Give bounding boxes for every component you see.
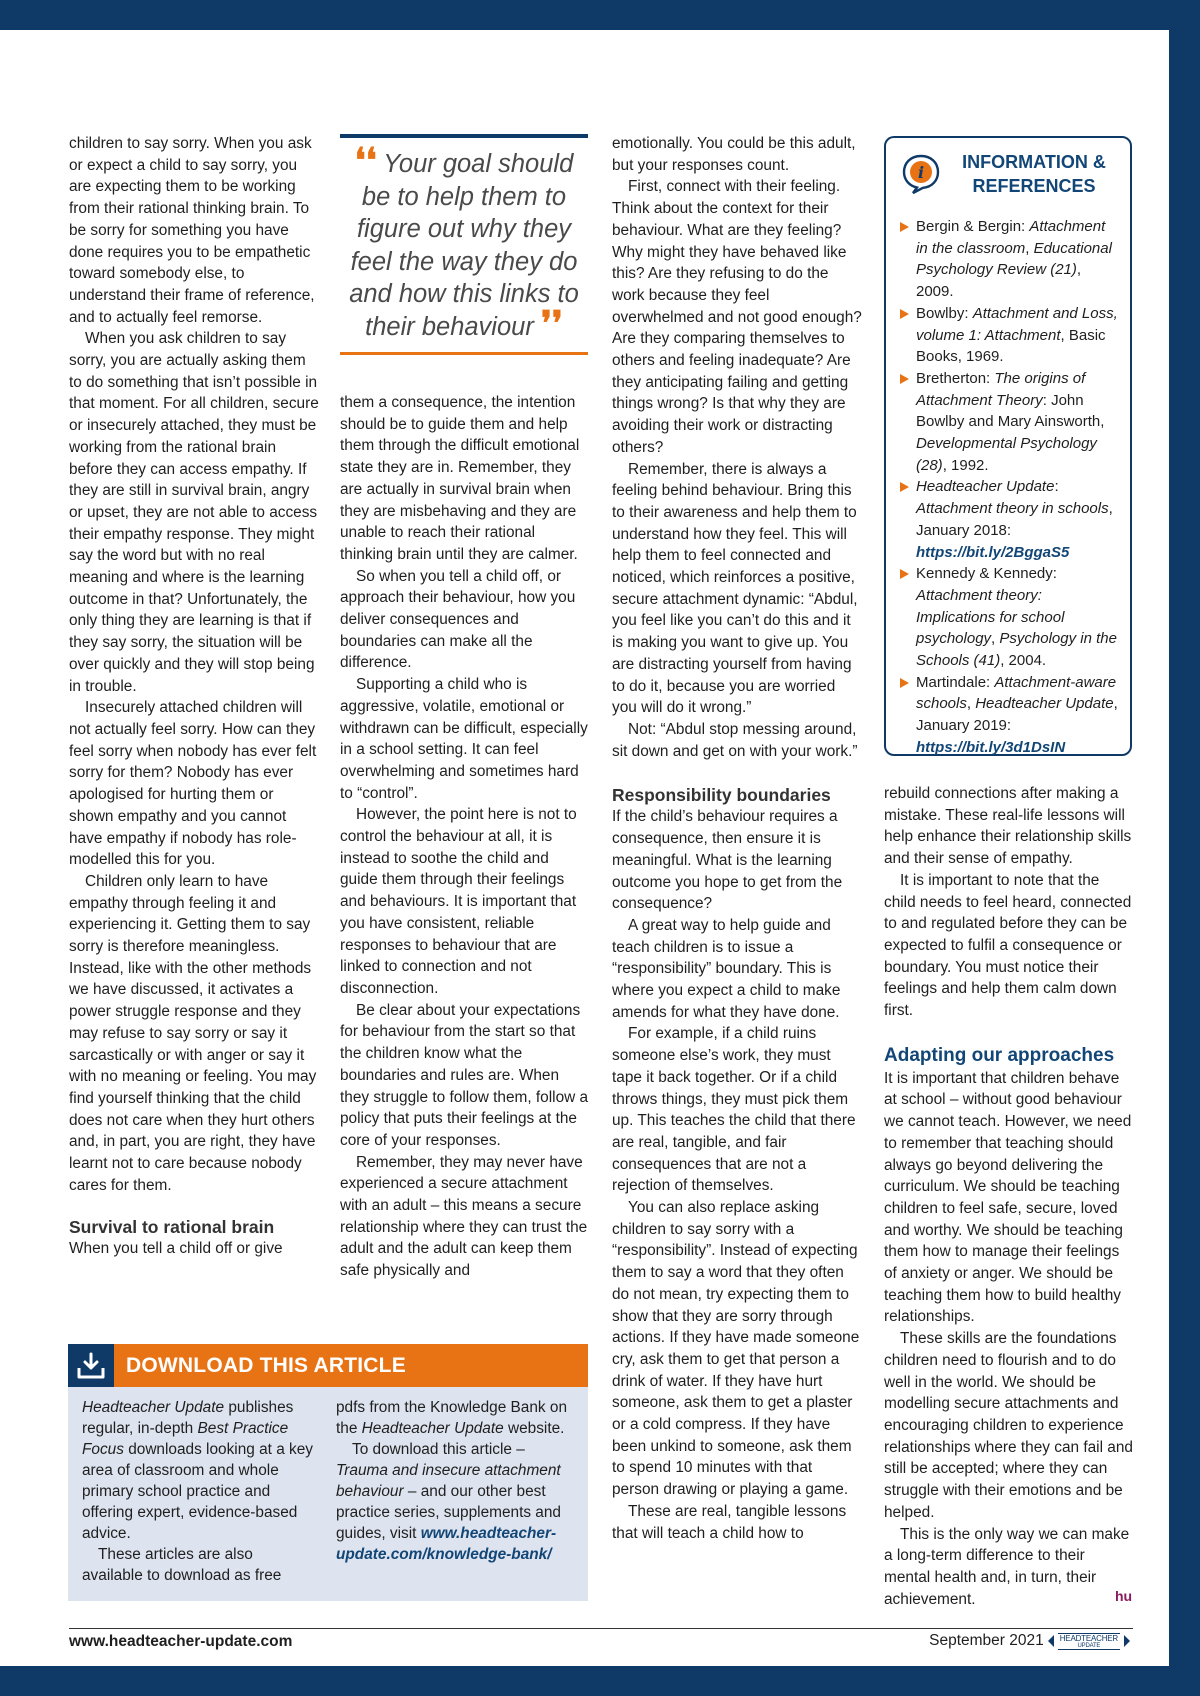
- download-article-header[interactable]: [68, 1344, 588, 1387]
- article-column-2: [340, 392, 590, 1282]
- paragraph: Children only learn to have empathy through feeling it and experiencing it. Getting them to say sorry is therefore meaningless. Instead, like with the other methods we have discussed, it activates a power struggle response and they may refuse to say sorry or say it sarcastically or with anger or say it with no meaning or feeling. You may find yourself thinking that the child does not care when they hurt others and, in part, you are right, they have learnt not to care because nobody cares for them.: [69, 872, 317, 1194]
- reference-item: [900, 303, 1118, 368]
- section-heading: Survival to rational brain: [69, 1217, 275, 1238]
- triangle-left-icon: [1048, 1635, 1054, 1647]
- end-mark: hu: [1115, 1588, 1133, 1604]
- ref-text: ,: [991, 630, 1000, 648]
- paragraph: These articles are also available to download as free: [82, 1546, 282, 1584]
- paragraph: Supporting a child who is aggressive, volatile, emotional or withdrawn can be difficult, especially in a school setting. It can feel overwhelming and sometimes hard to “control”.: [340, 676, 588, 802]
- text: downloads looking at a key area of classroom and whole primary school practice and offering expert, evidence-based advice.: [82, 1441, 314, 1542]
- paragraph: [336, 1397, 568, 1439]
- right-frame-bar: [1169, 0, 1200, 1696]
- paragraph: Be clear about your expectations for behaviour from the start so that the children know what the boundaries and rules are. When they struggle to follow them, follow a policy that puts their feelings at the core of your responses.: [340, 1001, 589, 1149]
- ref-title: The origins of Attachment Theory: [916, 369, 1086, 409]
- footer-date-logo: [929, 1632, 1130, 1650]
- triangle-right-icon: [1124, 1635, 1130, 1647]
- ref-author: Martindale:: [916, 673, 995, 691]
- download-title: DOWNLOAD THIS ARTICLE: [126, 1353, 406, 1377]
- ref-journal: Psychology in the Schools (41): [916, 630, 1117, 670]
- ref-text: ,: [966, 695, 976, 713]
- info-icon: [900, 153, 942, 195]
- download-icon: [76, 1352, 106, 1380]
- bottom-frame-bar: [0, 1666, 1200, 1696]
- ref-link[interactable]: https://bit.ly/3d1DsIN: [916, 738, 1066, 756]
- section-heading: Adapting our approaches: [884, 1044, 1115, 1066]
- text: pdfs from the Knowledge Bank on the: [336, 1399, 568, 1437]
- text: publishes regular, in-depth: [82, 1399, 294, 1437]
- ref-year: , January 2019:: [916, 695, 1118, 735]
- article-column-4: [884, 783, 1134, 1610]
- paragraph: You can also replace asking children to say sorry with a “responsibility”. Instead of expecting them to say a word that they often do not mean, try expecting them to show that they are sorry through actions. If they have made someone cry, ask them to get that person a drink of water. If they have hurt someone, ask them to get a plaster or a cold compress. If they have been unkind to someone, ask them to spend 10 minutes with that person drawing or playing a game.: [612, 1199, 860, 1499]
- footer-date: September 2021: [929, 1632, 1044, 1649]
- open-quote-mark: ❛❛: [354, 141, 377, 181]
- close-quote-mark: ❜❜: [540, 303, 563, 344]
- paragraph: them a consequence, the intention should be to guide them and help them through the difficult emotional state they are in. Remember, they are actually in survival brain when they are misbehaving and they are unable to reach their rational thinking brain until they are calmer.: [340, 394, 580, 563]
- ref-publication: Headteacher Update: [975, 695, 1114, 713]
- download-icon-box: [68, 1344, 114, 1387]
- info-title: [950, 150, 1118, 198]
- reference-item: [900, 368, 1118, 477]
- paragraph: Remember, they may never have experienced a secure attachment with an adult – this means a secure relationship where they can trust the adult and the adult can keep them safe physically and: [340, 1153, 588, 1280]
- paragraph: [82, 1397, 314, 1544]
- ref-year: , 2009.: [916, 261, 1082, 301]
- paragraph: Insecurely attached children will not actually feel sorry. How can they feel sorry when nobody has ever felt sorry for them? Nobody has ever apologised for hurting them or shown empathy and you cannot have empathy if nobody has role-modelled this for you.: [69, 699, 317, 869]
- reference-item: [900, 216, 1118, 303]
- text: – and our other best practice series, supplements and guides, visit: [336, 1483, 561, 1542]
- paragraph: These skills are the foundations children need to flourish and to do well in the world. We should be modelling secure attachments and encouraging children to experience relationships where they can fail and still be accepted; where they can struggle with their emotions and be helped.: [884, 1330, 1133, 1521]
- ref-link[interactable]: https://bit.ly/2BggaS5: [916, 543, 1070, 561]
- footer-divider: [69, 1628, 1133, 1629]
- knowledge-bank-link[interactable]: www.headteacher-update.com/knowledge-bank/: [336, 1525, 557, 1563]
- reference-list: [900, 216, 1118, 759]
- ref-text: , Basic Books, 1969.: [916, 326, 1106, 366]
- ref-year: , 1992.: [942, 456, 989, 474]
- ref-author: Kennedy & Kennedy:: [916, 565, 1057, 583]
- article-title: Trauma and insecure attachment behaviour: [336, 1462, 561, 1500]
- series-name: Best Practice Focus: [82, 1420, 289, 1458]
- paragraph: If the child’s behaviour requires a consequence, then ensure it is meaningful. What is the learning outcome you hope to get from the consequence?: [612, 808, 843, 913]
- ref-title: Attachment theory: Implications for school psychology: [916, 586, 1065, 648]
- footer-url[interactable]: www.headteacher-update.com: [69, 1633, 293, 1650]
- ref-journal: Developmental Psychology (28): [916, 435, 1097, 474]
- paragraph: Not: “Abdul stop messing around, sit down and get on with your work.”: [612, 720, 858, 760]
- logo-text: UPDATE: [1077, 1642, 1101, 1649]
- ref-title: Attachment in the classroom: [916, 218, 1106, 257]
- article-column-3: [612, 133, 862, 1544]
- reference-item: [900, 563, 1118, 672]
- logo-text: HEADTEACHER: [1059, 1633, 1118, 1643]
- info-icon-glyph: i: [917, 163, 925, 182]
- ref-author: Bretherton:: [916, 369, 995, 387]
- info-title-line: INFORMATION &: [962, 152, 1106, 172]
- information-references-box: [884, 136, 1132, 756]
- pull-quote: [340, 134, 588, 355]
- paragraph: Remember, there is always a feeling behind behaviour. Bring this to their awareness and help them to understand how they feel. This will help them to feel connected and noticed, which reinforces a positive, secure attachment dynamic: “Abdul, you feel like you can’t do this and it is making you want to give up. You are distracting yourself from having to do it, because you are worried you will do it wrong.”: [612, 460, 858, 717]
- paragraph: When you tell a child off or give: [69, 1240, 283, 1258]
- paragraph: emotionally. You could be this adult, but your responses count.: [612, 135, 856, 174]
- publication-name: Headteacher Update: [361, 1420, 504, 1437]
- paragraph: children to say sorry. When you ask or expect a child to say sorry, you are expecting them to be working from their rational thinking brain. To be sorry for something you have done requires you to be empathetic toward somebody else, to understand their frame of reference, and to actually feel remorse.: [69, 135, 315, 326]
- paragraph: First, connect with their feeling. Think about the context for their behaviour. What are they feeling? Why might they have behaved like this? Are they refusing to do the work because they feel overwhelmed and not good enough? Are they comparing themselves to others and feeling inadequate? Are they anticipating failing and getting things wrong? Is that why they are avoiding their work or distracting others?: [612, 178, 862, 456]
- pull-quote-text: Your goal should be to help them to figure out why they feel the way they do and how this links to their behaviour: [349, 150, 579, 341]
- text: To download this article –: [352, 1441, 525, 1458]
- reference-item: [900, 672, 1118, 759]
- paragraph: rebuild connections after making a mistake. These real-life lessons will help enhance their relationship skills and their sense of empathy.: [884, 785, 1132, 868]
- reference-item: [900, 476, 1118, 563]
- headteacher-update-logo: [1058, 1633, 1120, 1650]
- ref-title: Attachment-aware schools: [916, 673, 1117, 713]
- ref-title: Attachment and Loss, volume 1: Attachment: [916, 304, 1118, 344]
- download-column-2: [336, 1397, 568, 1601]
- article-column-1: [69, 133, 319, 1260]
- section-heading: Responsibility boundaries: [612, 785, 831, 806]
- ref-text: : John Bowlby and Mary Ainsworth,: [916, 391, 1105, 431]
- download-article-body: [68, 1387, 588, 1601]
- download-column-1: [82, 1397, 314, 1601]
- paragraph: It is important that children behave at school – without good behaviour we cannot teach. However, we need to remember that teaching should always go beyond delivering the curriculum. We should be teaching children to feel safe, secure, loved and worthy. We should be teaching them how to manage their feelings of anxiety or anger. We should be teaching them how to build healthy relationships.: [884, 1069, 1132, 1326]
- ref-text: :: [1054, 478, 1059, 496]
- paragraph: When you ask children to say sorry, you are actually asking them to do something that isn’t possible in that moment. For all children, secure or insecurely attached, they must be working from the rational brain before they can access empathy. If they are still in survival brain, angry or upset, they are not able to access their empathy response. They might say the word but with no real meaning and where is the learning outcome in that? Unfortunately, the only thing they are learning is that if they say sorry, the situation will be over quickly and they will stop being in trouble.: [69, 330, 319, 695]
- paragraph: It is important to note that the child needs to feel heard, connected to and regulated before they can be expected to fulfil a consequence or boundary. You must notice their feelings and help them calm down first.: [884, 871, 1132, 1020]
- paragraph: However, the point here is not to control the behaviour at all, it is instead to soothe the child and guide them through their feelings and behaviours. It is important that you have consistent, reliable responses to behaviour that are linked to connection and not disconnection.: [340, 806, 577, 997]
- ref-author: Bowlby:: [916, 304, 973, 322]
- ref-text: ,: [1025, 239, 1034, 257]
- paragraph: These are real, tangible lessons that will teach a child how to: [612, 1502, 847, 1542]
- ref-year: , January 2018:: [916, 500, 1113, 539]
- ref-journal: Educational Psychology Review (21): [916, 239, 1112, 279]
- paragraph: [336, 1439, 568, 1565]
- paragraph: A great way to help guide and teach children is to issue a “responsibility” boundary. This is where you expect a child to make amends for what they have done.: [612, 916, 841, 1021]
- top-frame-bar: [0, 0, 1200, 30]
- ref-author: Bergin & Bergin:: [916, 218, 1030, 235]
- info-box-header: [900, 150, 1118, 198]
- paragraph: For example, if a child ruins someone else’s work, they must tape it back together. Or if a child throws things, they must pick them up. This teaches the child that there are real, tangible, and fair consequences that are not a rejection of themselves.: [612, 1025, 856, 1195]
- text: website.: [503, 1420, 565, 1437]
- info-title-line: REFERENCES: [972, 176, 1096, 196]
- ref-year: , 2004.: [1000, 652, 1047, 670]
- paragraph: So when you tell a child off, or approach their behaviour, how you deliver consequences and boundaries can make all the difference.: [340, 567, 576, 672]
- publication-name: Headteacher Update: [82, 1399, 225, 1416]
- ref-publication: Headteacher Update: [916, 478, 1055, 496]
- paragraph: This is the only way we can make a long-term difference to their mental health and, in turn, their achievement.: [884, 1525, 1130, 1608]
- ref-title: Attachment theory in schools: [916, 500, 1109, 518]
